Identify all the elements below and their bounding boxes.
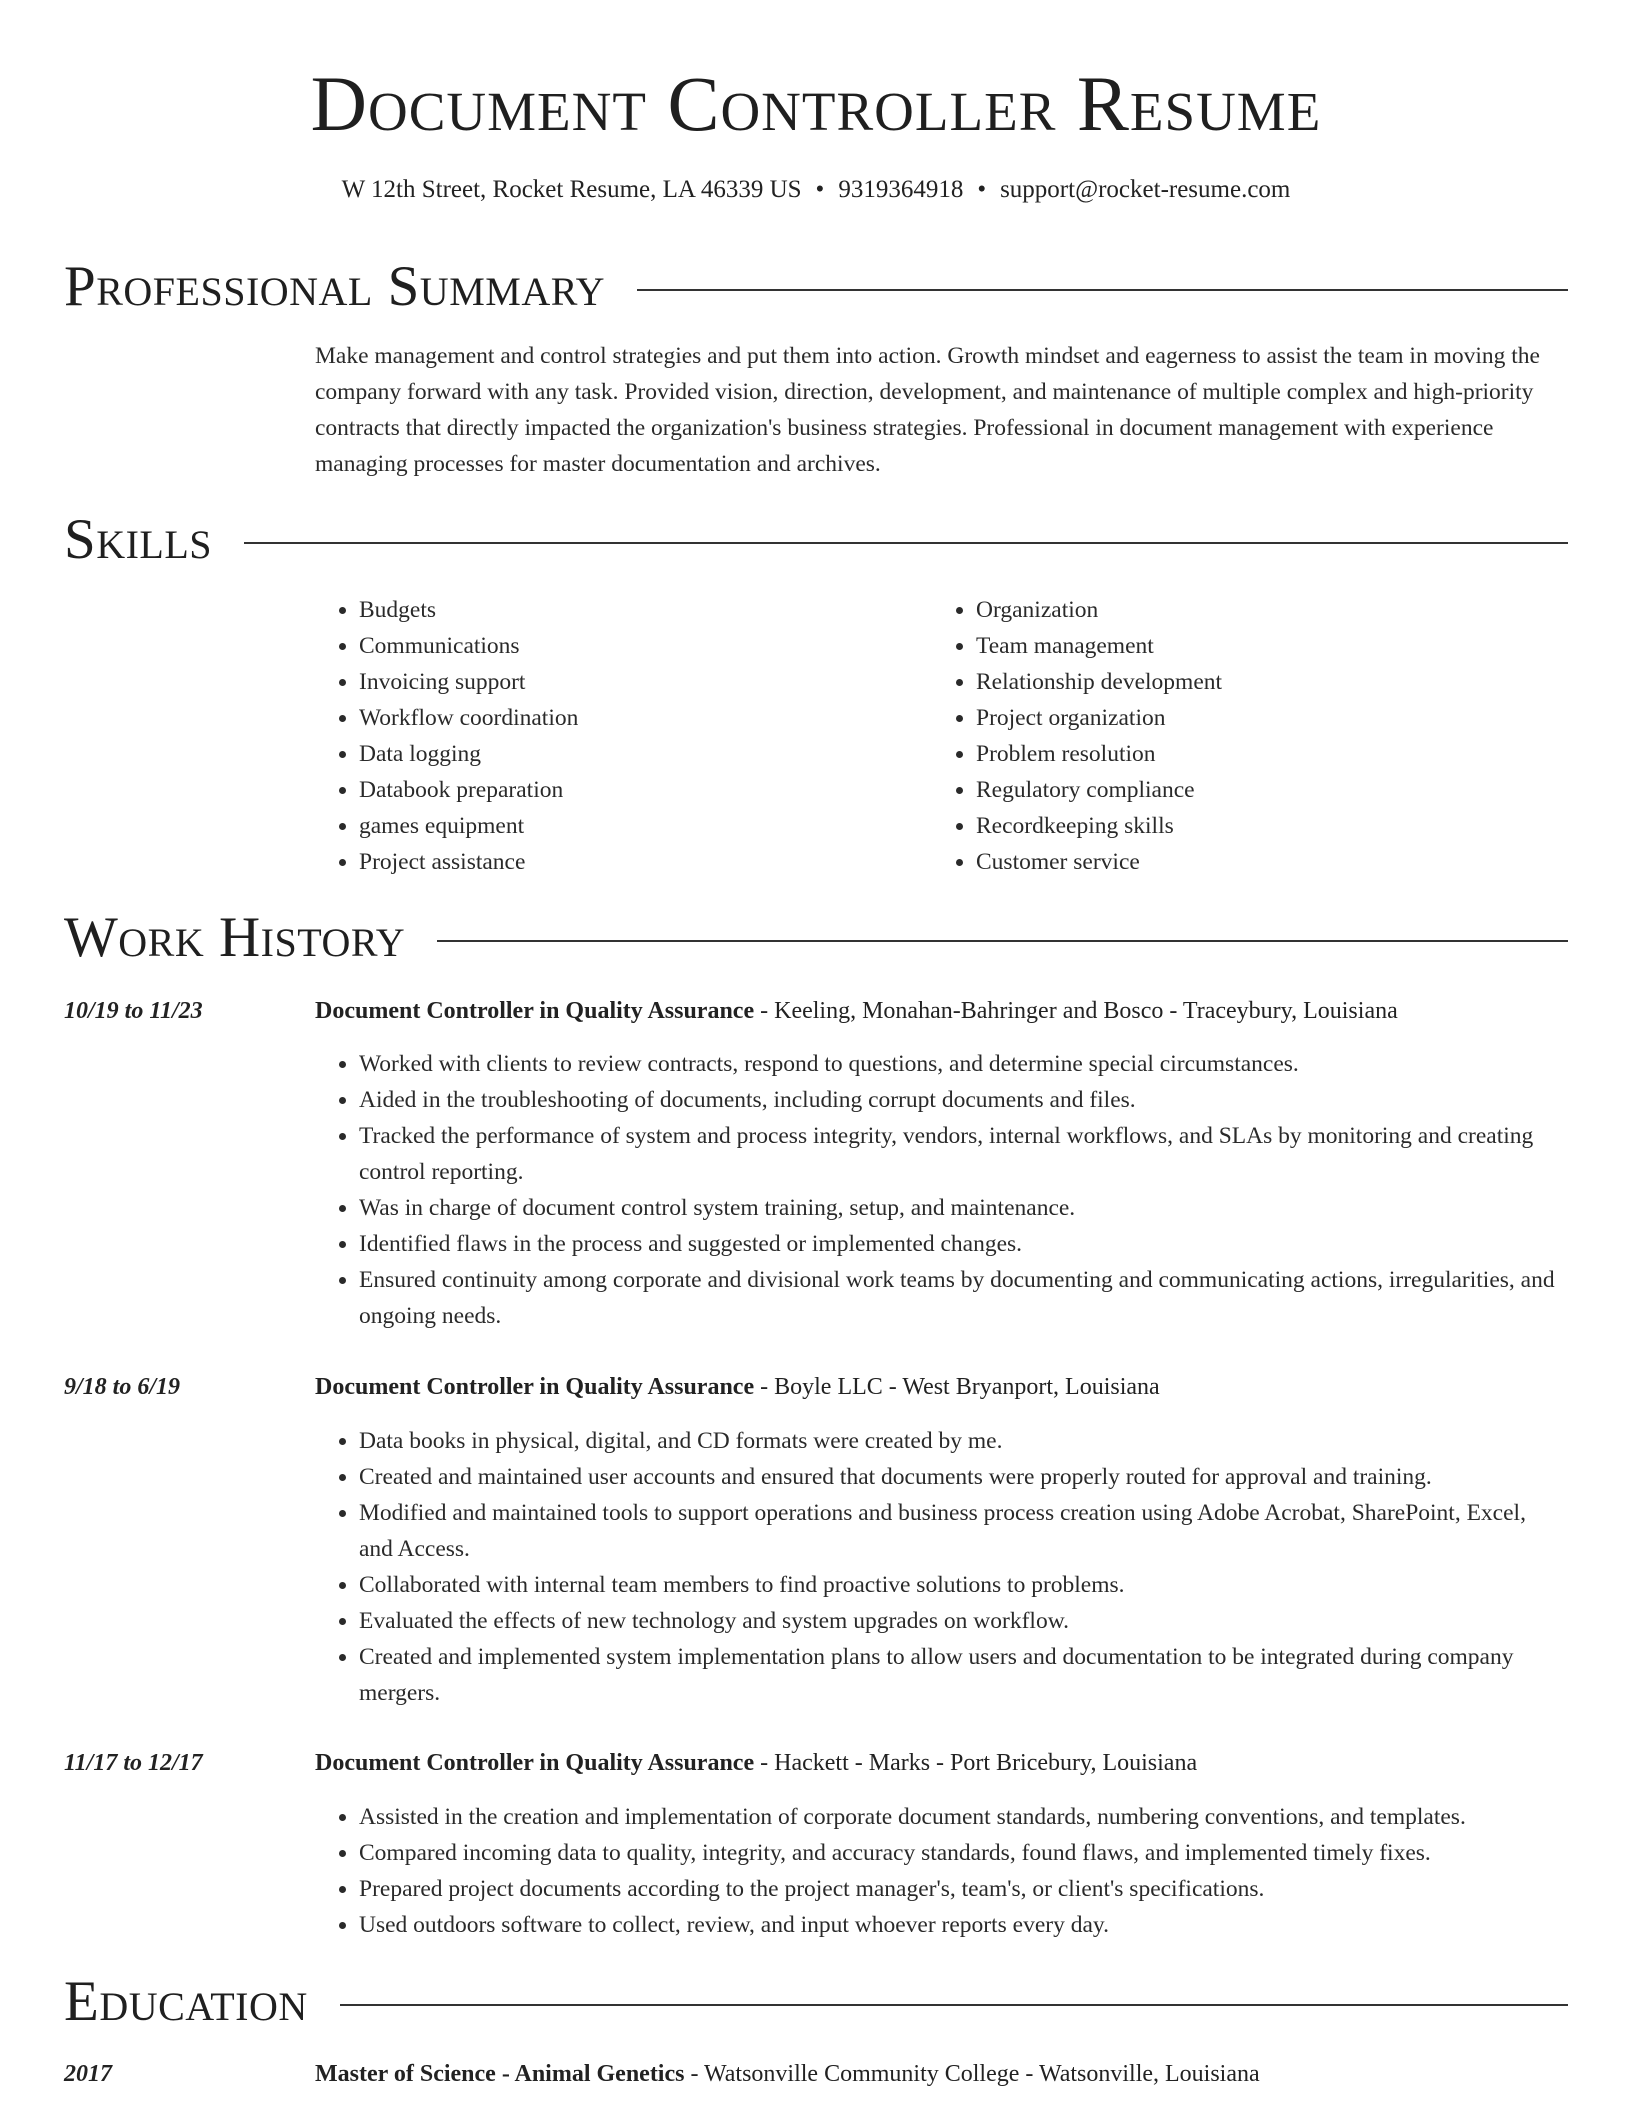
job-bullet: • Prepared project documents according to the project manager's, team's, or client's specifications. — [359, 1871, 1560, 1907]
job-bullet: • Used outdoors software to collect, review, and input whoever reports every day. — [359, 1907, 1560, 1943]
skill-item: • Databook preparation — [359, 772, 932, 808]
skills-column-right — [932, 592, 1549, 880]
job-employer: - Boyle LLC - West Bryanport, Louisiana — [754, 1374, 1160, 1400]
summary-text: Make management and control strategies and put them into action. Growth mindset and eagerness to assist the team in moving the company forward with any task. Provided vision, direction, development, and maintenance of multiple complex and high-priority contracts that directly impacted the organization's business strategies. Professional in document management with experience managing processes for master documentation and archives. — [315, 343, 1540, 477]
job-bullet: • Created and implemented system implementation plans to allow users and documentation to be integrated during company mergers. — [359, 1639, 1560, 1711]
job-bullets — [315, 1046, 1560, 1334]
work-section-header — [64, 908, 1568, 968]
skill-item: • Problem resolution — [976, 736, 1549, 772]
contact-separator: • — [977, 176, 987, 203]
skill-item: • Workflow coordination — [359, 700, 932, 736]
skill-item: • Invoicing support — [359, 664, 932, 700]
contact-separator: • — [815, 176, 825, 203]
job-heading — [315, 993, 1575, 1029]
summary-heading: Professional Summary — [64, 255, 606, 318]
job-bullet: • Worked with clients to review contracts, respond to questions, and determine special circumstances. — [359, 1046, 1560, 1082]
skill-item: • Data logging — [359, 736, 932, 772]
section-divider — [340, 2004, 1568, 2006]
job-bullets — [315, 1799, 1560, 1943]
contact-phone: 9319364918 — [838, 176, 964, 203]
skills-column-left — [315, 592, 932, 880]
skill-item: • Regulatory compliance — [976, 772, 1549, 808]
resume-title: Document Controller Resume — [310, 60, 1322, 147]
job-bullet: • Identified flaws in the process and suggested or implemented changes. — [359, 1226, 1560, 1262]
skill-item: • Relationship development — [976, 664, 1549, 700]
skill-item: • Budgets — [359, 592, 932, 628]
skill-item: • games equipment — [359, 808, 932, 844]
job-dates: 9/18 to 6/19 — [64, 1374, 181, 1400]
education-section-header — [64, 1972, 1568, 2032]
section-divider — [244, 542, 1568, 544]
summary-section-header — [64, 257, 1568, 317]
job-bullet: • Collaborated with internal team members to find proactive solutions to problems. — [359, 1567, 1560, 1603]
skill-item: • Team management — [976, 628, 1549, 664]
section-divider — [437, 940, 1568, 942]
skill-item: • Communications — [359, 628, 932, 664]
skill-item: • Recordkeeping skills — [976, 808, 1549, 844]
education-degree: Master of Science - Animal Genetics — [315, 2061, 685, 2087]
job-bullet: • Data books in physical, digital, and CD formats were created by me. — [359, 1423, 1560, 1459]
skills-heading: Skills — [64, 508, 213, 571]
job-bullet: • Assisted in the creation and implementation of corporate document standards, numbering conventions, and templates. — [359, 1799, 1560, 1835]
contact-line — [0, 174, 1632, 206]
job-title: Document Controller in Quality Assurance — [315, 998, 755, 1024]
education-school: - Watsonville Community College - Watsonville, Louisiana — [684, 2061, 1260, 2087]
job-bullet: • Aided in the troubleshooting of documents, including corrupt documents and files. — [359, 1082, 1560, 1118]
skill-item: • Customer service — [976, 844, 1549, 880]
skill-item: • Project assistance — [359, 844, 932, 880]
job-bullet: • Tracked the performance of system and process integrity, vendors, internal workflows, and SLAs by monitoring and creating control reporting. — [359, 1118, 1560, 1190]
job-employer: - Hackett - Marks - Port Bricebury, Louisiana — [754, 1750, 1198, 1776]
job-bullet: • Modified and maintained tools to support operations and business process creation using Adobe Acrobat, SharePoint, Excel, and Access. — [359, 1495, 1560, 1567]
job-bullet: • Evaluated the effects of new technology and system upgrades on workflow. — [359, 1603, 1560, 1639]
contact-email: support@rocket-resume.com — [1000, 176, 1291, 203]
job-heading — [315, 1369, 1575, 1405]
education-year: 2017 — [64, 2061, 112, 2087]
job-title: Document Controller in Quality Assurance — [315, 1374, 755, 1400]
education-heading: Education — [64, 1970, 308, 2033]
section-divider — [637, 289, 1568, 291]
contact-address: W 12th Street, Rocket Resume, LA 46339 US — [341, 176, 802, 203]
job-bullet: • Compared incoming data to quality, integrity, and accuracy standards, found flaws, and implemented timely fixes. — [359, 1835, 1560, 1871]
job-bullets — [315, 1423, 1560, 1711]
skill-item: • Organization — [976, 592, 1549, 628]
job-dates: 11/17 to 12/17 — [64, 1750, 203, 1776]
job-bullet: • Created and maintained user accounts and ensured that documents were properly routed for approval and training. — [359, 1459, 1560, 1495]
job-bullet: • Was in charge of document control system training, setup, and maintenance. — [359, 1190, 1560, 1226]
job-title: Document Controller in Quality Assurance — [315, 1750, 755, 1776]
skills-section-header — [64, 510, 1568, 570]
skill-item: • Project organization — [976, 700, 1549, 736]
skills-list — [315, 592, 1560, 880]
job-employer: - Keeling, Monahan-Bahringer and Bosco - Traceybury, Louisiana — [754, 998, 1398, 1024]
education-heading-line — [315, 2056, 1575, 2092]
work-heading: Work History — [64, 906, 406, 969]
job-dates: 10/19 to 11/23 — [64, 998, 203, 1024]
job-heading — [315, 1745, 1575, 1781]
job-bullet: • Ensured continuity among corporate and divisional work teams by documenting and communicating actions, irregularities, and ongoing needs. — [359, 1262, 1560, 1334]
